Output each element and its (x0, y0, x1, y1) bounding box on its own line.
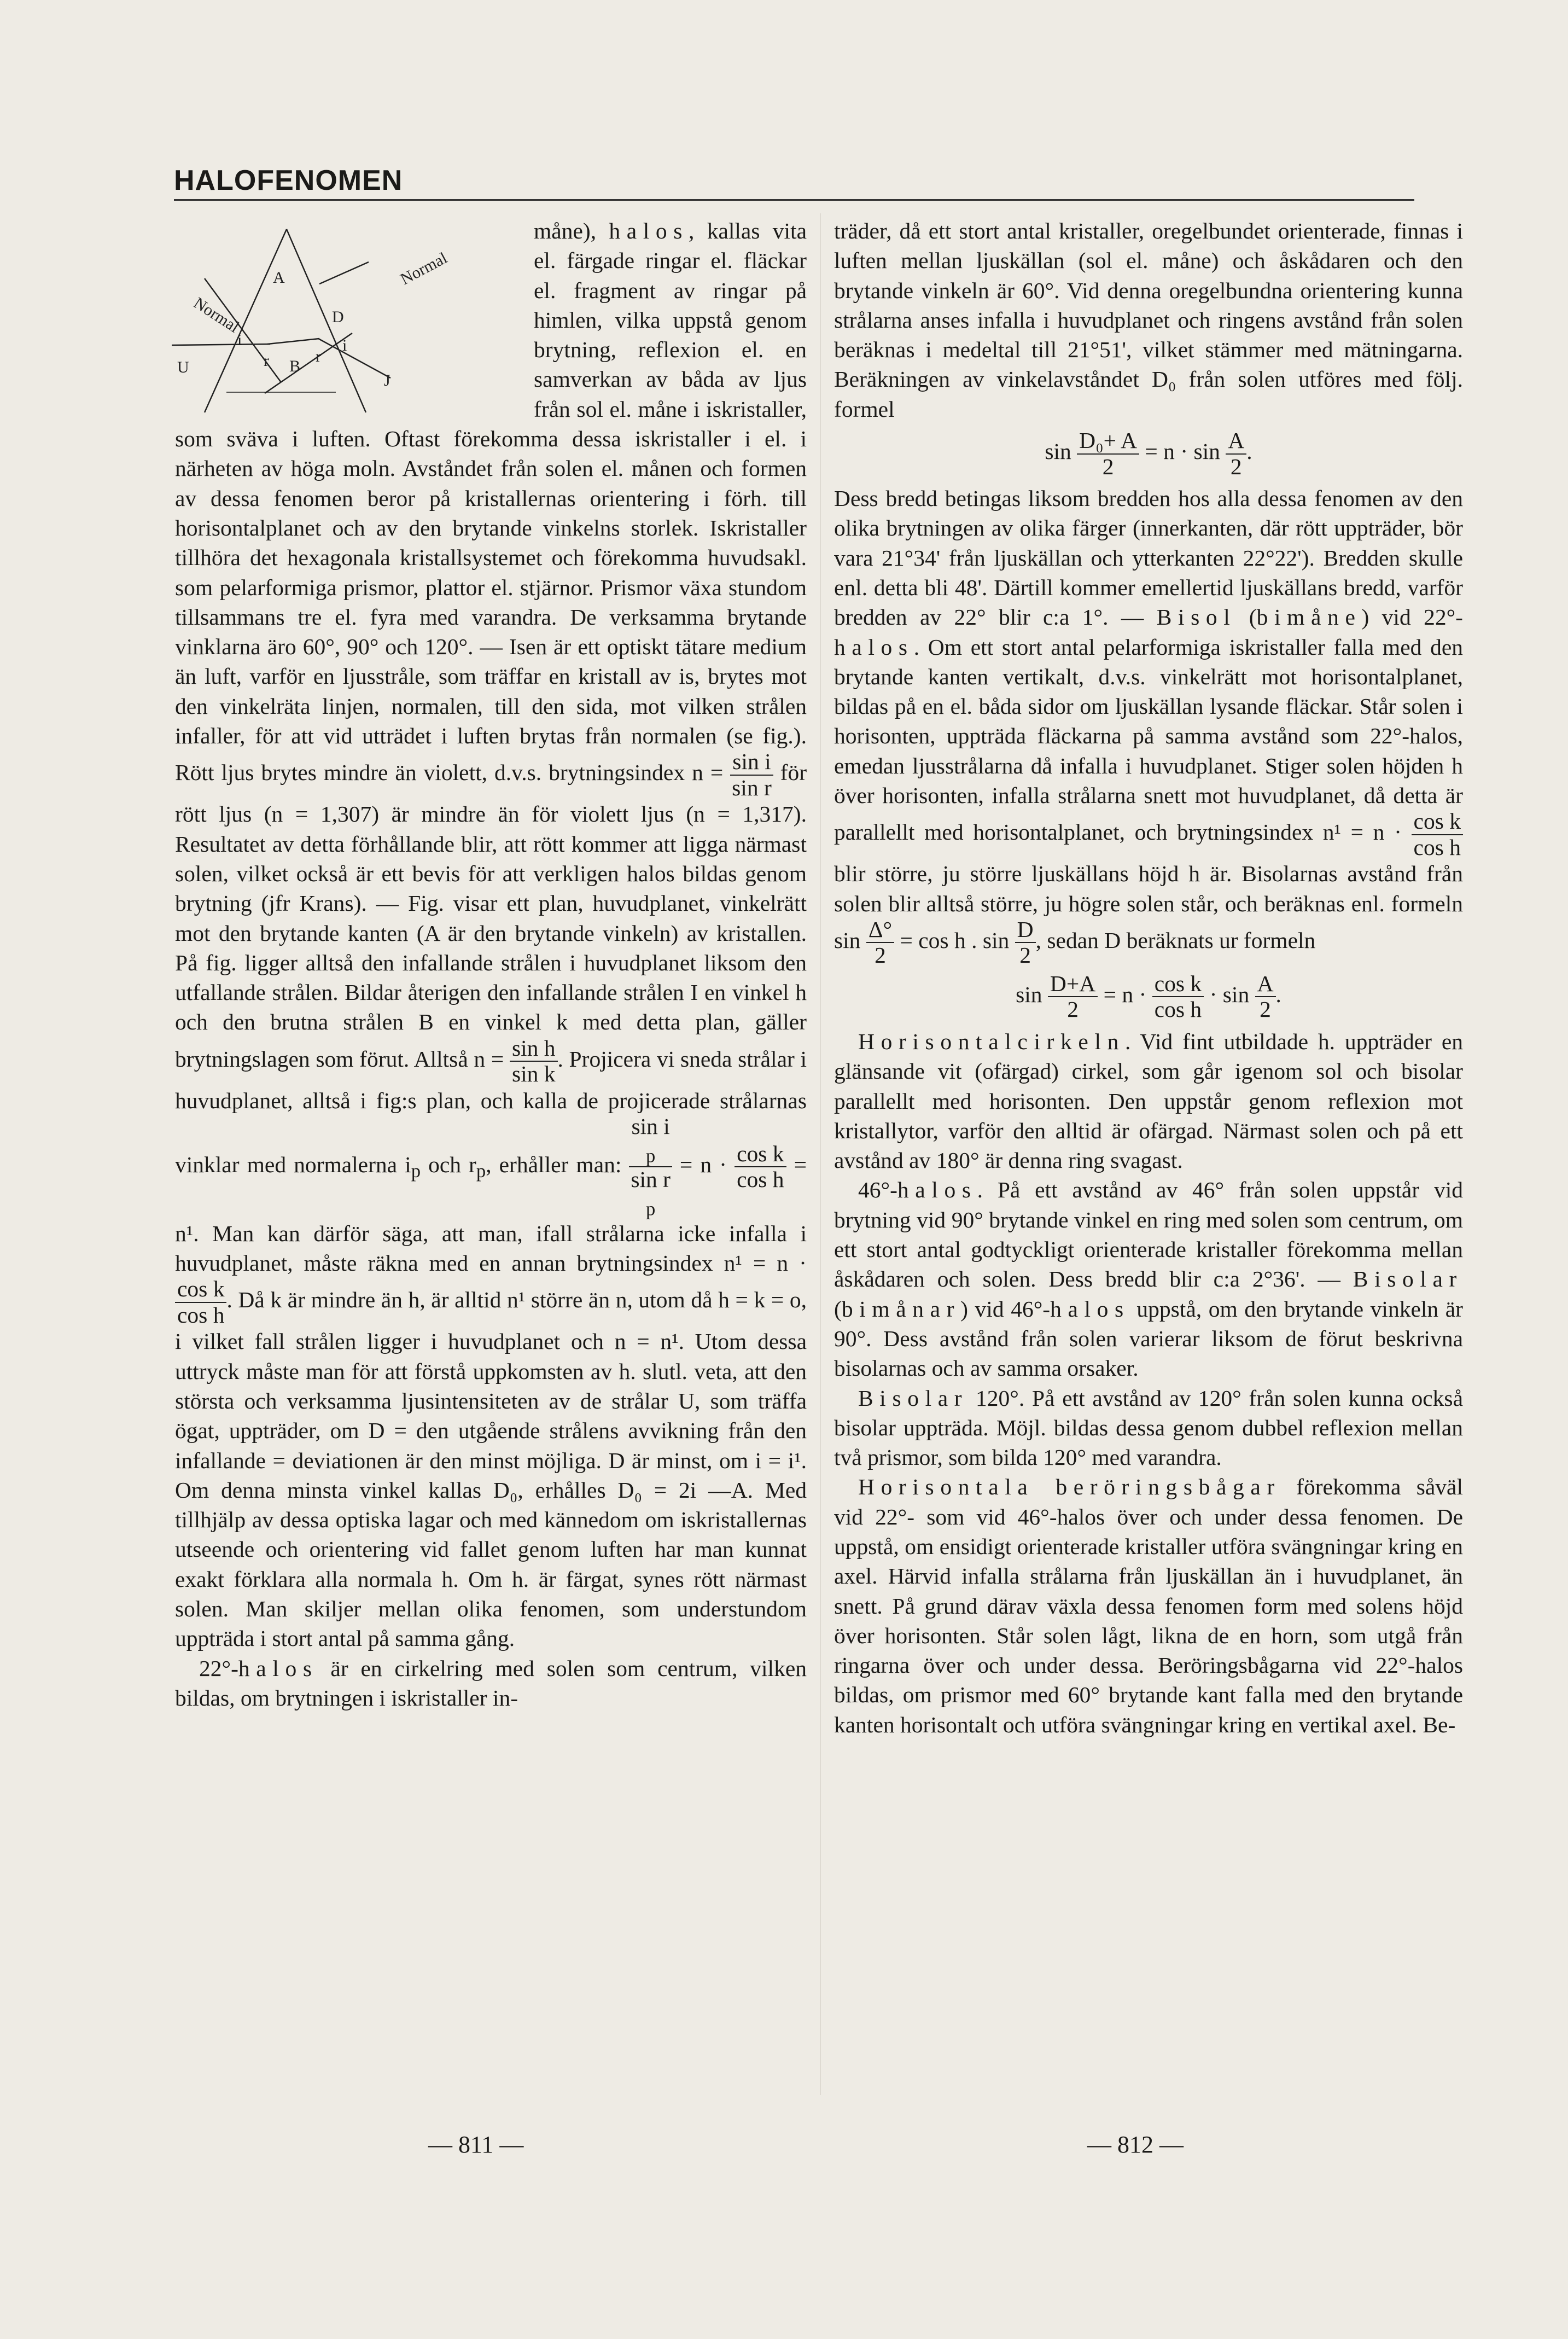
label-i-right: i (342, 336, 347, 354)
right-paragraph-1: träder, då ett stort antal kristaller, oregelbundet orienterade, finnas i luften mellan ljuskällan (sol el. måne) och åskådaren och den brytande vinkeln är 60°. Vid denna oregelbundna orientering kunna strålarna anses infalla i huvudplanet och ringens avstånd från solen beräknas i medeltal till 21°51', vilket stämmer med mätningarna. Beräkningen av vinkelavståndet D₀ från solen utföres med följ. formel (834, 218, 1463, 422)
right-paragraph-beroringsbagar: Horisontala beröringsbågar förekomma såväl vid 22°- som vid 46°-halos över och under dessa fenomen. De uppstå, om ensidigt orienterade kristaller utföra svängningar kring en axel. Härvid infalla strålarna från ljuskällan än i huvudplanet, än snett. På grund därav växla dessa fenomen form med solens höjd över horisonten. Står solen lågt, likna de en horn, som utgå från ringarna över och under dessa. Beröringsbågarna vid 22°-halos bildas, om prismor med 60° brytande kant falla med den brytande kanten horisontalt och utföra svängningar kring en vertikal axel. Be- (834, 1474, 1463, 1737)
incident-ray (172, 344, 270, 345)
prism-edge-right (287, 229, 366, 412)
label-a: A (273, 269, 285, 287)
formula-n1: $\frac{\text{cos k}}{\text{cos h}}$ (175, 1278, 226, 1326)
page-number-right: — 812 — (1087, 2131, 1184, 2158)
exit-ray (318, 339, 390, 378)
label-u: U (177, 358, 189, 376)
label-d: D (332, 308, 344, 326)
label-normal-left: Normal (190, 294, 243, 336)
refraction-figure (172, 218, 522, 420)
refracted-ray (267, 339, 319, 344)
right-paragraph-bisolar-120: Bisolar 120°. På ett avstånd av 120° från solen kunna också bisolar uppträda. Möjl. bildas dessa genom dubbel reflexion mellan två prismor, som bilda 120° med varandra. (834, 1385, 1463, 1470)
formula-sin-h-k: $\frac{\text{sin h}}{\text{sin k}}$ (510, 1037, 558, 1086)
right-column (834, 216, 1463, 1739)
page-spine (820, 213, 821, 2095)
left-paragraph-22-halos: 22°-halos är en cirkelring med solen som centrum, vilken bildas, om brytningen i iskristaller in- (175, 1655, 807, 1710)
normal-right-upper (319, 262, 369, 284)
label-r-right: r (316, 347, 321, 365)
label-r-left: r (264, 352, 269, 370)
prism-diagram (172, 218, 522, 420)
header-title: HALOFENOMEN (174, 165, 403, 196)
formula-projected: sin i $_p$ sin r $_p$ (629, 1115, 672, 1219)
label-normal-right: Normal (397, 249, 451, 289)
right-paragraph-horisontalcirkeln: Horisontalcirkeln. Vid fint utbildade h. uppträder en glänsande vit (ofärgad) cirkel, som går igenom sol och bisolar parallellt med horisonten. Den uppstår genom reflexion mot kristallytor, varför den alltid är ofärgad. Närmast solen och på ett avstånd av 180° är denna ring svagast. (834, 1028, 1463, 1173)
normal-left (205, 278, 281, 382)
left-column (175, 216, 807, 1713)
formula-d0: sin $\frac{\text{D₀+ A}}{2}$ = n · sin $\frac{A}{2}$ . (1045, 428, 1252, 479)
normal-right-lower (265, 333, 352, 393)
right-paragraph-46-halos: 46°-halos. På ett avstånd av 46° från solen uppstår vid brytning vid 90° brytande vinkel en ring med solen som centrum, om ett stort antal godtyckligt orienterade kristaller förekomma mellan åskådaren och solen. Dess bredd blir c:a 2°36'. — Bisolar (bimånar) vid 46°-halos uppstå, om den brytande vinkeln är 90°. Dess avstånd från solen varierar liksom de förut beskrivna bisolarnas och av samma orsaker. (834, 1177, 1463, 1381)
label-i-left: i (237, 331, 242, 349)
page-number-left: — 811 — (428, 2131, 524, 2158)
formula-refraction-index: $\frac{\text{sin i}}{\text{sin r}}$ (730, 750, 773, 799)
label-b: B (289, 357, 301, 375)
running-header (174, 164, 1414, 201)
left-paragraph-halos: måne), halos, kallas vita el. färgade ringar el. fläckar el. fragment av ringar på himlen, vilka uppstå genom brytning, reflexion el. en samverkan av båda av ljus från sol el. måne i iskristaller, som sväva i luften. Oftast förekomma dessa iskristaller i el. i närheten av höga moln. Avståndet från solen el. månen och formen av dessa fenomen beror på kristallernas orientering i förh. till horisontalplanet och av den brytande vinkelns storlek. Iskristaller tillhöra det hexagonala kristallsystemet och förekomma huvudsakl. som pelarformiga prismor, plattor el. stjärnor. Prismor växa stundom tillsammans tre el. fyra med varandra. De verksamma brytande vinklarna äro 60°, 90° och 120°. — Isen är ett optiskt tätare medium än luft, varför en ljusstråle, som träffar en kristall av is, brytes mot den vinkelräta linjen, normalen, till den sida, mot vilken strålen infaller, för att vid utträdet i luften brytas från normalen (se fig.). Rött ljus brytes mindre än violett, d.v.s. brytningsindex n = $\frac{\text{sin i}}{\text{sin r}}$ för rött ljus (n = 1,307) är mindre än för violett ljus (n = 1,317). Resultatet av detta förhållande blir, att rött kommer att ligga närmast solen, vilket också är ett bevis för att verkligen halos bildas genom brytning (jfr Krans). — Fig. visar ett plan, huvudplanet, vinkelrätt mot den brytande kanten (A är den brytande vinkeln) av kristallen. På fig. ligger alltså den infallande strålen i huvudplanet liksom den utfallande strålen. Bildar återigen den infallande strålen I en vinkel h och den brutna strålen B en vinkel k med detta plan, gäller brytningslagen som förut. Alltså n = $\frac{\text{sin h}}{\text{sin k}}$ . Projicera vi sneda strålar i huvudplanet, alltså i fig:s plan, och kalla de projicerade strålarnas vinklar med normalerna $i_p$ och $r_p$, erhåller man: sin i $_p$ sin r $_p$ = n · $\frac{\text{cos k}}{\text{cos h}}$ = n¹. Man kan därför säga, att man, ifall strålarna icke infalla i huvudplanet, måste räkna med en annan brytningsindex n¹ = n · $\frac{\text{cos k}}{\text{cos h}}$ . Då k är mindre än h, är alltid n¹ större än n, utom då h = k = o, i vilket fall strålen ligger i huvudplanet och n = n¹. Utom dessa uttryck måste man för att förstå uppkomsten av h. slutl. veta, att den största och verksamma ljusintensiteten av de strålar U, som träffa ögat, uppträder, om D = den utgående strålens avvikning från den infallande = deviationen är den minst möjliga. D är minst, om i = i¹. Om denna minsta vinkel kallas D₀, erhålles D₀ = 2i —A. Med tillhjälp av dessa optiska lagar och med kännedom om iskristallernas utseende och orientering vid fallet genom luften har man kunnat exakt förklara alla normala h. Om h. är färgat, synes rött närmast solen. Man skiljer mellan olika fenomen, som understundom uppträda i stort antal på samma gång. (175, 218, 807, 1651)
right-paragraph-bisol: Dess bredd betingas liksom bredden hos alla dessa fenomen av den olika brytningen av olika färger (innerkanten, där rött uppträder, bör vara 21°34' från ljuskällan och ytterkanten 22°22'). Bredden skulle enl. detta bli 48'. Därtill kommer emellertid ljuskällans bredd, varför bredden av 22° blir c:a 1°. — Bisol (bimåne) vid 22°-halos. Om ett stort antal pelarformiga iskristaller falla med den brytande kanten vertikalt, d.v.s. vinkelrätt mot horisontalplanet, bildas på en el. båda sidor om ljuskällan lysande fläckar. Står solen i horisonten, uppträda fläckarna på samma avstånd som 22°-halos, emedan ljusstrålarna då infalla i huvudplanet. Stiger solen höjden h över horisonten, infalla strålarna snett mot huvudplanet, då detta är parallellt med horisontalplanet, och brytningsindex n¹ = n · $\frac{\text{cos k}}{\text{cos h}}$ blir större, ju större ljuskällans höjd h är. Bisolarnas avstånd från solen blir alltså större, ju högre solen står, och beräknas enl. formeln sin $\frac{\Delta^\circ}{2}$ = cos h . sin $\frac{D}{2}$ , sedan D beräknats ur formeln (834, 486, 1463, 968)
label-j: J (384, 371, 390, 389)
formula-d-plus-a: sin $\frac{D+A}{2}$ = n · $\frac{\text{cos k}}{\text{cos h}}$ · sin $\frac{A}{2}$ . (1016, 970, 1281, 1022)
term-halos: halos (609, 218, 689, 243)
